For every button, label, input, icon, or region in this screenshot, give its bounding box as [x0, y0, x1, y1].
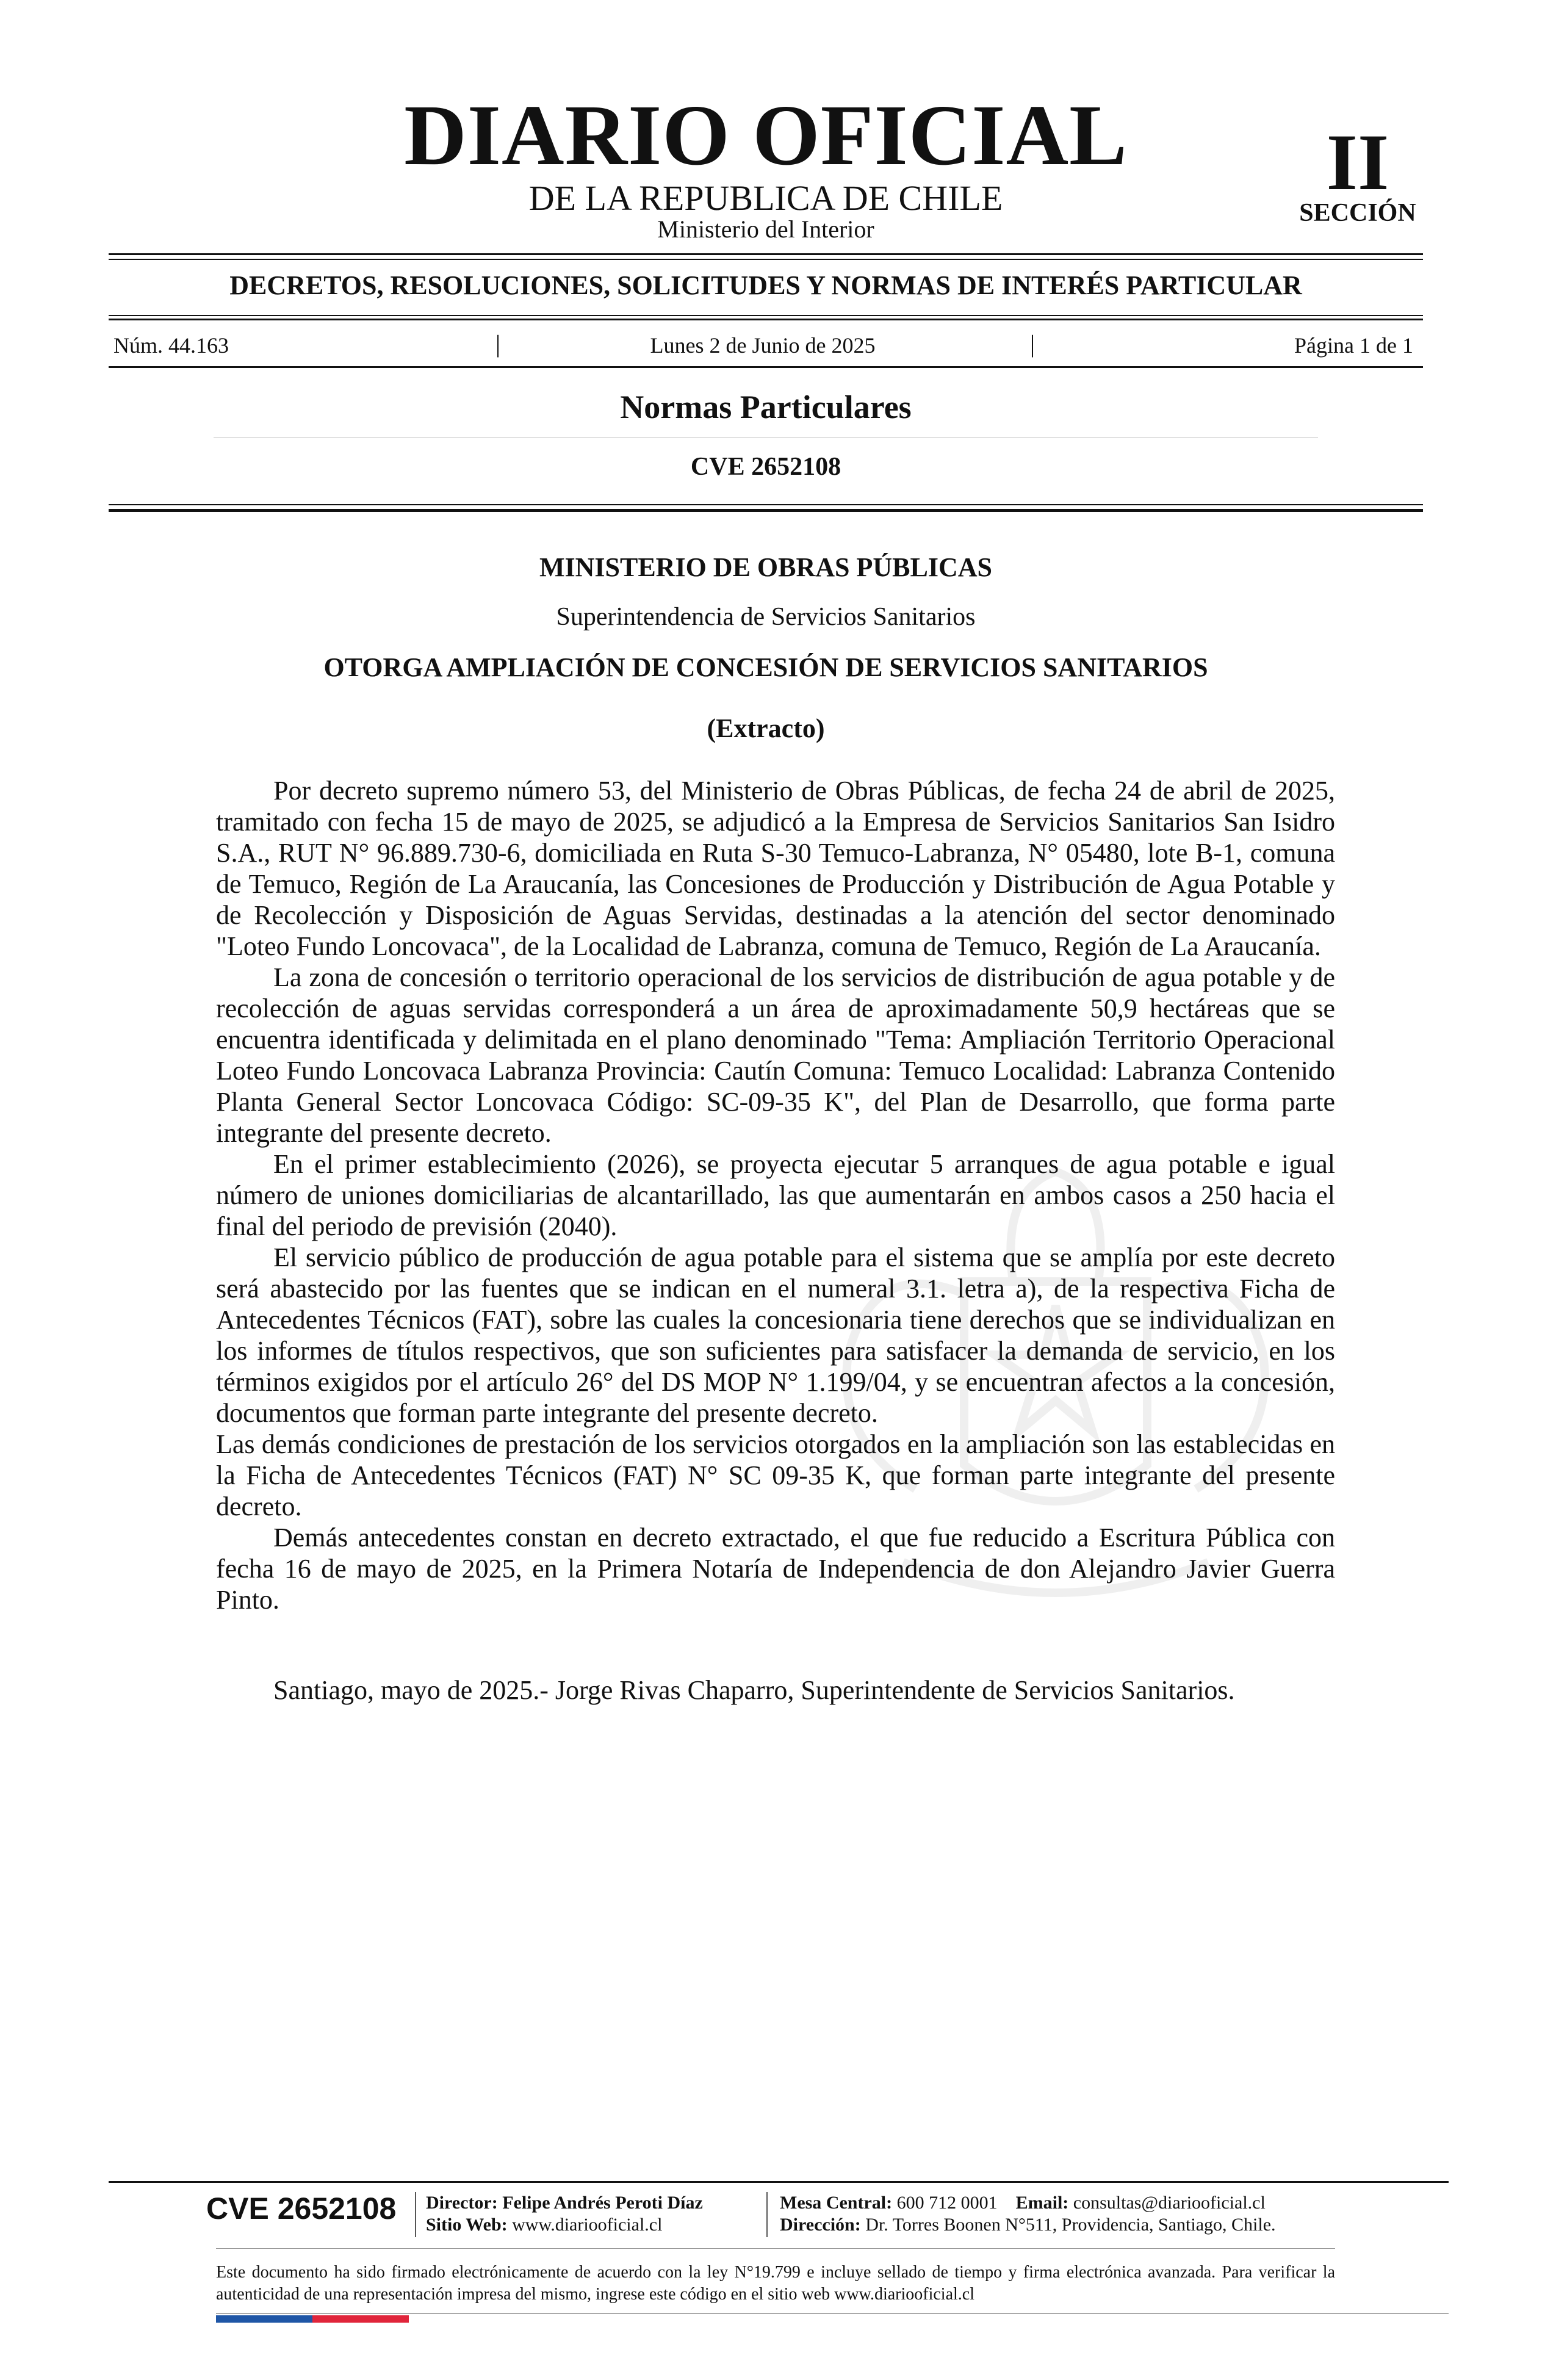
cve-code: CVE 2652108 [690, 453, 841, 481]
page-number: Página 1 de 1 [1294, 333, 1413, 358]
body-paragraph: Las demás condiciones de prestación de los servicios otorgados en la ampliación son las establecidas en la Ficha de Antecedentes Técnicos (FAT) N° SC 09-35 K, que forman parte integrante del presente decreto. [216, 1429, 1335, 1521]
document-subtitle: (Extracto) [707, 713, 825, 743]
masthead-ministry: Ministerio del Interior [657, 215, 874, 243]
footer-contact-right [780, 2192, 1276, 2236]
banner-rule-bottom [109, 315, 1423, 316]
footer-cve: CVE 2652108 [206, 2191, 397, 2226]
document-closing: Santiago, mayo de 2025.- Jorge Rivas Chaparro, Superintendente de Servicios Sanitarios. [273, 1675, 1235, 1705]
footer-rule-bottom [216, 2313, 1449, 2314]
document-ministry: MINISTERIO DE OBRAS PÚBLICAS [539, 552, 993, 582]
body-paragraph: La zona de concesión o territorio operacional de los servicios de distribución de agua potable y de recolección de aguas servidas corresponderá a un área de aproximadamente 50,9 hectáreas que se encuentra identificada y delimitada en el plano denominado "Tema: Ampliación Territorio Operacional Loteo Fundo Loncovaca Labranza Provincia: Cautín Comuna: Temuco Localidad: Labranza Contenido Planta General Sector Loncovaca Código: SC-09-35 K", del Plan de Desarrollo, que forma parte integrante del presente decreto. [216, 962, 1335, 1148]
body-paragraph: El servicio público de producción de agua potable para el sistema que se amplía por este decreto será abastecido por las fuentes que se indican en el numeral 3.1. letra a), de la respectiva Ficha de Antecedentes Técnicos (FAT), sobre las cuales la concesionaria tiene derechos que se individualizan en los informes de títulos respectivos, que son suficientes para satisfacer la demanda de servicio, en los términos exigidos por el artículo 26° del DS MOP N° 1.199/04, y se encuentran afectos a la concesión, documentos que forman parte integrante del presente decreto. [216, 1242, 1335, 1428]
masthead-title: DIARIO OFICIAL [404, 87, 1128, 183]
footer-rule-middle [216, 2248, 1335, 2249]
phone-value: 600 712 0001 [896, 2193, 998, 2213]
website-label: Sitio Web: [426, 2215, 508, 2235]
meta-rule [109, 366, 1423, 368]
director-value: Felipe Andrés Peroti Díaz [502, 2193, 703, 2213]
section-label: SECCIÓN [1299, 199, 1416, 227]
section-banner: DECRETOS, RESOLUCIONES, SOLICITUDES Y NORMAS DE INTERÉS PARTICULAR [229, 270, 1302, 300]
cve-rule-top [109, 504, 1423, 505]
address-value: Dr. Torres Boonen N°511, Providencia, Santiago, Chile. [865, 2215, 1276, 2235]
footer-signature-notice: Este documento ha sido firmado electrónicamente de acuerdo con la ley N°19.799 e incluye sellado de tiempo y firma electrónica avanzada. Para verificar la autenticidad de una representación impresa del mismo, ingrese este código en el sitio web www.diariooficial.cl [216, 2263, 1335, 2304]
issue-date: Lunes 2 de Junio de 2025 [650, 333, 876, 358]
body-paragraph: Demás antecedentes constan en decreto extractado, el que fue reducido a Escritura Pública con fecha 16 de mayo de 2025, en la Primera Notaría de Independencia de don Alejandro Javier Guerra Pinto. [216, 1523, 1335, 1615]
cve-rule-bottom [109, 509, 1423, 512]
body-paragraph: Por decreto supremo número 53, del Ministerio de Obras Públicas, de fecha 24 de abril de 2025, tramitado con fecha 15 de mayo de 2025, se adjudicó a la Empresa de Servicios Sanitarios San Isidro S.A., RUT N° 96.889.730-6, domiciliada en Ruta S-30 Temuco-Labranza, N° 05480, lote B-1, comuna de Temuco, Región de La Araucanía, las Concesiones de Producción y Distribución de Agua Potable y de Recolección y Disposición de Aguas Servidas, destinadas a la atención del sector denominado "Loteo Fundo Loncovaca", de la Localidad de Labranza, comuna de Temuco, Región de La Araucanía. [216, 776, 1335, 961]
document-body [216, 775, 1335, 1615]
meta-separator: | [1030, 330, 1036, 358]
masthead-subtitle: DE LA REPUBLICA DE CHILE [528, 178, 1003, 218]
email-value[interactable]: consultas@diariooficial.cl [1073, 2193, 1266, 2213]
footer-divider [766, 2192, 768, 2237]
document-service: Superintendencia de Servicios Sanitarios [556, 603, 976, 631]
banner-rule-bottom-2 [109, 319, 1423, 320]
email-label: Email: [1015, 2193, 1069, 2213]
footer-rule-top [109, 2181, 1449, 2183]
body-paragraph: En el primer establecimiento (2026), se proyecta ejecutar 5 arranques de agua potable e igual número de uniones domiciliarias de alcantarillado, las que aumentarán en ambos casos a 250 hacia el final del periodo de previsión (2040). [216, 1149, 1335, 1241]
section-title: Normas Particulares [620, 389, 912, 425]
address-label: Dirección: [780, 2215, 861, 2235]
masthead-rule-top-2 [109, 259, 1423, 260]
flag-stripe-red [312, 2315, 409, 2323]
director-label: Director: [426, 2193, 498, 2213]
footer-divider [415, 2192, 416, 2237]
section-title-rule [214, 437, 1318, 438]
masthead-rule-top [109, 253, 1423, 255]
meta-separator: | [495, 330, 501, 358]
phone-label: Mesa Central: [780, 2193, 893, 2213]
footer-contact-left [426, 2192, 703, 2236]
flag-stripe-blue [216, 2315, 312, 2323]
website-value[interactable]: www.diariooficial.cl [512, 2215, 663, 2235]
document-title: OTORGA AMPLIACIÓN DE CONCESIÓN DE SERVICIOS SANITARIOS [323, 652, 1208, 682]
issue-number: Núm. 44.163 [113, 333, 229, 358]
section-number: II [1326, 117, 1389, 207]
